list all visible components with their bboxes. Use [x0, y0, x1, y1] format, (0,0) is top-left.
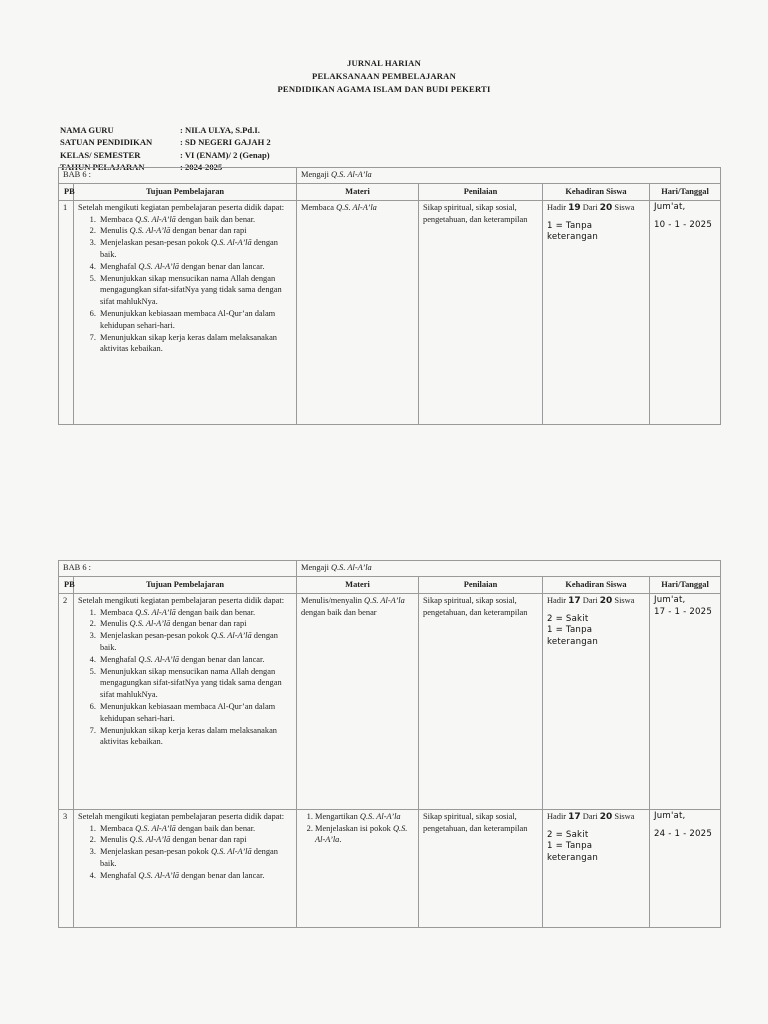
materi-item: 1. Mengartikan Q.S. Al-A’la: [315, 811, 414, 823]
tujuan-item: 3. Menjelaskan pesan-pesan pokok Q.S. Al-A’lā dengan baik.: [98, 846, 292, 870]
info-value: : NILA ULYA, S.Pd.I.: [180, 125, 260, 135]
kehadiran-cell: [543, 200, 650, 424]
hadir-label: Hadir: [547, 811, 567, 821]
pb-number: 1: [59, 200, 74, 424]
tanggal-text: 17 - 1 - 2025: [654, 606, 713, 617]
bab-title: Mengaji Q.S. Al-A’la: [297, 561, 721, 577]
tujuan-item: 4. Menghafal Q.S. Al-A’lā dengan benar dan lancar.: [98, 870, 292, 882]
col-header-hari: Hari/Tanggal: [650, 184, 721, 201]
col-header-tujuan: Tujuan Pembelajaran: [74, 577, 297, 594]
siswa-label: Siswa: [614, 202, 635, 212]
tujuan-list: [78, 607, 292, 749]
journal-table-2: [58, 560, 721, 928]
penilaian-cell: Sikap spiritual, sikap sosial, pengetahuan, dan keterampilan: [419, 809, 543, 927]
hari-cell: [650, 593, 721, 809]
absence-note: 1 = Tanpa keterangan: [547, 220, 599, 243]
sick-note: 2 = Sakit: [547, 829, 589, 840]
dari-label: Dari: [582, 811, 598, 821]
hari-cell: [650, 200, 721, 424]
penilaian-cell: Sikap spiritual, sikap sosial, pengetahuan, dan keterampilan: [419, 593, 543, 809]
info-value: : VI (ENAM)/ 2 (Genap): [180, 149, 270, 160]
tujuan-item: 1. Membaca Q.S. Al-A’lā dengan baik dan benar.: [98, 823, 292, 835]
tujuan-item: 3. Menjelaskan pesan-pesan pokok Q.S. Al-A’lā dengan baik.: [98, 237, 292, 261]
materi-item: 2. Menjelaskan isi pokok Q.S. Al-A’la.: [315, 823, 414, 847]
tujuan-item: 5. Menunjukkan sikap mensucikan nama Allah dengan mengagungkan sifat-sifatNya yang tidak sama dengan sifat mahlukNya.: [98, 666, 292, 701]
kehadiran-cell: [543, 809, 650, 927]
hari-text: Jum'at,: [654, 810, 686, 821]
materi-cell: Menulis/menyalin Q.S. Al-A’la dengan baik dan benar: [297, 593, 419, 809]
kehadiran-cell: [543, 593, 650, 809]
hadir-count: 17: [568, 595, 581, 606]
total-count: 20: [599, 595, 613, 606]
hadir-count: 19: [568, 202, 581, 213]
tujuan-cell: [74, 593, 297, 809]
hadir-label: Hadir: [547, 595, 567, 605]
info-value: : 2024-2025: [180, 162, 223, 173]
dari-label: Dari: [582, 595, 598, 605]
hadir-label: Hadir: [547, 202, 567, 212]
table-row: [59, 809, 721, 927]
info-label: SATUAN PENDIDIKAN: [60, 137, 153, 148]
tujuan-cell: [74, 200, 297, 424]
journal-table-1: [58, 167, 721, 425]
col-header-penilaian: Penilaian: [419, 577, 543, 594]
siswa-label: Siswa: [614, 811, 635, 821]
tujuan-item: 5. Menunjukkan sikap mensucikan nama Allah dengan mengagungkan sifat-sifatNya yang tidak sama dengan sifat mahlukNya.: [98, 273, 292, 308]
tujuan-item: 1. Membaca Q.S. Al-A’lā dengan baik dan benar.: [98, 607, 292, 619]
tujuan-item: 4. Menghafal Q.S. Al-A’lā dengan benar dan lancar.: [98, 261, 292, 273]
info-label: NAMA GURU: [60, 125, 114, 135]
pb-number: 3: [59, 809, 74, 927]
col-header-tujuan: Tujuan Pembelajaran: [74, 184, 297, 201]
title-line-1: JURNAL HARIAN: [347, 58, 421, 68]
sick-note: 2 = Sakit: [547, 613, 589, 624]
hari-text: Jum'at,: [654, 594, 686, 605]
absence-note: 1 = Tanpa keterangan: [547, 625, 599, 648]
tujuan-intro: Setelah mengikuti kegiatan pembelajaran peserta didik dapat:: [78, 811, 285, 821]
tujuan-cell: [74, 809, 297, 927]
tujuan-item: 6. Menunjukkan kebiasaan membaca Al-Qur’an dalam kehidupan sehari-hari.: [98, 308, 292, 332]
col-header-kehadiran: Kehadiran Siswa: [543, 184, 650, 201]
info-label: TAHUN PELAJARAN: [60, 162, 145, 173]
tujuan-item: 4. Menghafal Q.S. Al-A’lā dengan benar dan lancar.: [98, 654, 292, 666]
bab-label: BAB 6 :: [59, 561, 297, 577]
absence-note: 1 = Tanpa keterangan: [547, 841, 599, 864]
tujuan-item: 2. Menulis Q.S. Al-A’lā dengan benar dan rapi: [98, 225, 292, 237]
info-label: KELAS/ SEMESTER: [60, 149, 141, 160]
col-header-hari: Hari/Tanggal: [650, 577, 721, 594]
total-count: 20: [599, 811, 613, 822]
bab-title: Mengaji Q.S. Al-A’la: [297, 168, 721, 184]
tujuan-list: [78, 823, 292, 882]
table-row: [59, 200, 721, 424]
col-header-materi: Materi: [297, 184, 419, 201]
dari-label: Dari: [582, 202, 598, 212]
info-value: : SD NEGERI GAJAH 2: [180, 137, 271, 148]
tujuan-list: [78, 214, 292, 356]
col-header-pb: PB: [59, 577, 74, 594]
siswa-label: Siswa: [614, 595, 635, 605]
col-header-pb: PB: [59, 184, 74, 201]
hari-cell: [650, 809, 721, 927]
col-header-kehadiran: Kehadiran Siswa: [543, 577, 650, 594]
tujuan-intro: Setelah mengikuti kegiatan pembelajaran peserta didik dapat:: [78, 202, 285, 212]
hadir-count: 17: [568, 811, 581, 822]
tujuan-intro: Setelah mengikuti kegiatan pembelajaran peserta didik dapat:: [78, 595, 285, 605]
table-row: [59, 593, 721, 809]
tanggal-text: 24 - 1 - 2025: [654, 828, 713, 839]
col-header-penilaian: Penilaian: [419, 184, 543, 201]
tujuan-item: 2. Menulis Q.S. Al-A’lā dengan benar dan rapi: [98, 618, 292, 630]
penilaian-cell: Sikap spiritual, sikap sosial, pengetahuan, dan keterampilan: [419, 200, 543, 424]
materi-cell: Membaca Q.S. Al-A’la: [297, 200, 419, 424]
tujuan-item: 7. Menunjukkan sikap kerja keras dalam melaksanakan aktivitas kebaikan.: [98, 725, 292, 749]
tanggal-text: 10 - 1 - 2025: [654, 219, 713, 230]
tujuan-item: 3. Menjelaskan pesan-pesan pokok Q.S. Al-A’lā dengan baik.: [98, 630, 292, 654]
pb-number: 2: [59, 593, 74, 809]
tujuan-item: 1. Membaca Q.S. Al-A’lā dengan baik dan benar.: [98, 214, 292, 226]
col-header-materi: Materi: [297, 577, 419, 594]
tujuan-item: 6. Menunjukkan kebiasaan membaca Al-Qur’an dalam kehidupan sehari-hari.: [98, 701, 292, 725]
hari-text: Jum'at,: [654, 201, 686, 212]
materi-list: [301, 811, 414, 846]
materi-cell: [297, 809, 419, 927]
title-line-2: PELAKSANAAN PEMBELAJARAN: [312, 71, 456, 81]
tujuan-item: 2. Menulis Q.S. Al-A’lā dengan benar dan rapi: [98, 834, 292, 846]
bab-label: BAB 6 :: [59, 168, 297, 184]
total-count: 20: [599, 202, 613, 213]
tujuan-item: 7. Menunjukkan sikap kerja keras dalam melaksanakan aktivitas kebaikan.: [98, 332, 292, 356]
title-line-3: PENDIDIKAN AGAMA ISLAM DAN BUDI PEKERTI: [277, 84, 491, 94]
